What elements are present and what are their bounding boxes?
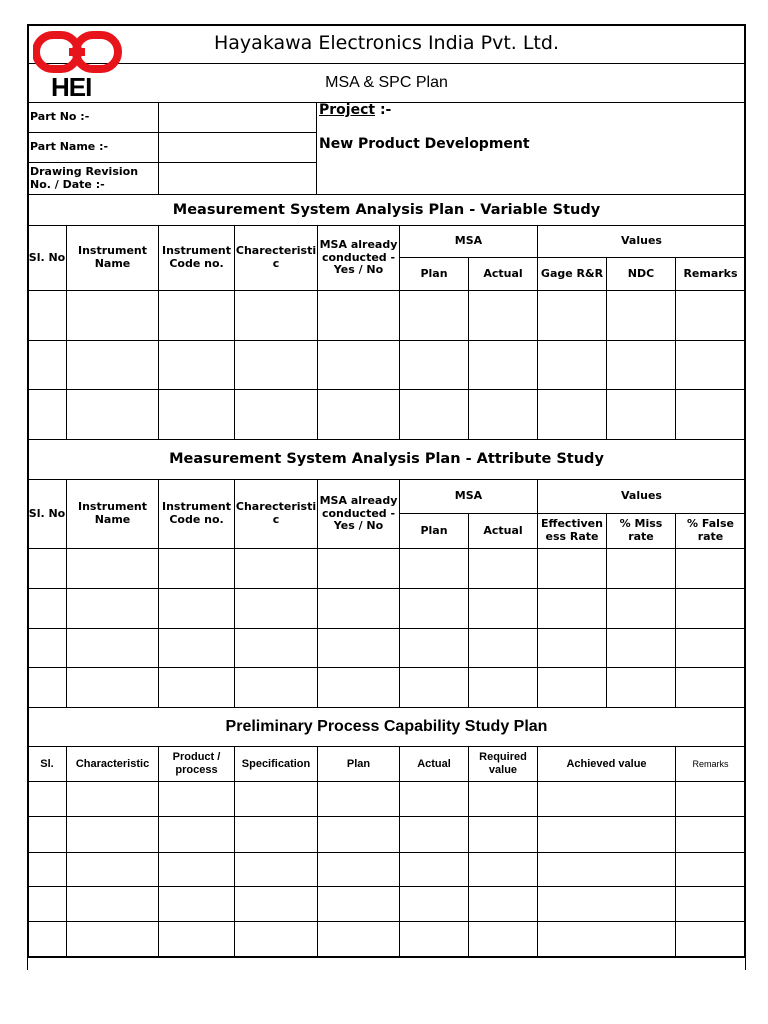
table-cell[interactable] [675,667,746,708]
table-cell[interactable] [158,852,235,887]
capability-study-title: Preliminary Process Capability Study Plan [27,707,746,747]
table-cell[interactable] [468,781,538,817]
table-cell[interactable] [468,921,538,958]
table-cell[interactable] [675,781,746,817]
table-cell[interactable] [158,290,235,341]
col-instrument-code: Instrument Code no. [158,479,235,549]
company-name: Hayakawa Electronics India Pvt. Ltd. [27,24,746,64]
logo-rings-icon [33,30,123,76]
table-cell[interactable] [675,921,746,958]
col-msa-conducted: MSA already conducted - Yes / No [317,479,400,549]
table-cell[interactable] [537,340,607,390]
table-cell[interactable] [317,548,400,589]
table-cell[interactable] [468,290,538,341]
table-cell[interactable] [399,548,469,589]
table-cell[interactable] [27,852,67,887]
table-cell[interactable] [317,667,400,708]
col-remarks: Remarks [675,257,746,291]
table-cell[interactable] [158,921,235,958]
col-remarks: Remarks [675,746,746,782]
table-cell[interactable] [468,340,538,390]
table-cell[interactable] [399,389,469,440]
table-cell[interactable] [399,816,469,853]
table-cell[interactable] [606,340,676,390]
variable-study-title: Measurement System Analysis Plan - Variable Study [27,194,746,226]
form-edge-left [27,958,28,970]
table-cell[interactable] [675,548,746,589]
table-cell[interactable] [234,548,318,589]
table-cell[interactable] [399,921,469,958]
table-cell[interactable] [234,588,318,629]
table-cell[interactable] [537,389,607,440]
table-cell[interactable] [606,588,676,629]
table-cell[interactable] [234,290,318,341]
table-cell[interactable] [27,548,67,589]
table-cell[interactable] [606,667,676,708]
col-product-process: Product / process [158,746,235,782]
project-value: New Product Development [319,136,530,152]
table-cell[interactable] [399,628,469,668]
table-cell[interactable] [468,816,538,853]
table-cell[interactable] [537,588,607,629]
table-cell[interactable] [675,628,746,668]
table-cell[interactable] [317,340,400,390]
attribute-study-title: Measurement System Analysis Plan - Attribute Study [27,439,746,480]
table-cell[interactable] [66,340,159,390]
table-cell[interactable] [317,816,400,853]
table-cell[interactable] [66,781,159,817]
table-cell[interactable] [234,816,318,853]
table-cell[interactable] [537,816,676,853]
table-cell[interactable] [468,548,538,589]
col-characteristic: Charecteristi c [234,225,318,291]
table-cell[interactable] [27,816,67,853]
table-cell[interactable] [66,389,159,440]
table-cell[interactable] [606,389,676,440]
col-msa-conducted: MSA already conducted - Yes / No [317,225,400,291]
col-achieved-value: Achieved value [537,746,676,782]
table-cell[interactable] [675,816,746,853]
table-cell[interactable] [158,886,235,922]
table-cell[interactable] [158,340,235,390]
col-characteristic: Charecteristi c [234,479,318,549]
table-cell[interactable] [158,781,235,817]
table-cell[interactable] [675,389,746,440]
col-sl-no: Sl. No [27,479,67,549]
part-no-label: Part No :- [27,102,159,133]
table-cell[interactable] [537,667,607,708]
table-cell[interactable] [399,886,469,922]
col-miss-rate: % Miss rate [606,513,676,549]
table-cell[interactable] [66,548,159,589]
table-cell[interactable] [537,781,676,817]
table-cell[interactable] [317,921,400,958]
table-cell[interactable] [675,886,746,922]
table-cell[interactable] [399,588,469,629]
table-cell[interactable] [27,781,67,817]
col-values-group: Values [537,479,746,514]
table-cell[interactable] [468,588,538,629]
table-cell[interactable] [234,667,318,708]
table-cell[interactable] [317,588,400,629]
table-cell[interactable] [537,886,676,922]
table-cell[interactable] [317,628,400,668]
col-actual: Actual [468,513,538,549]
col-specification: Specification [234,746,318,782]
table-cell[interactable] [234,921,318,958]
table-cell[interactable] [468,667,538,708]
table-cell[interactable] [606,628,676,668]
table-cell[interactable] [66,628,159,668]
table-cell[interactable] [317,290,400,341]
table-cell[interactable] [234,628,318,668]
logo-text: HEI [51,72,92,102]
table-cell[interactable] [399,781,469,817]
table-cell[interactable] [537,852,676,887]
table-cell[interactable] [317,852,400,887]
hei-logo [29,26,149,100]
table-cell[interactable] [66,816,159,853]
table-cell[interactable] [27,588,67,629]
table-cell[interactable] [27,628,67,668]
part-name-label: Part Name :- [27,132,159,163]
col-effectiveness-rate: Effectiven ess Rate [537,513,607,549]
table-cell[interactable] [234,389,318,440]
table-cell[interactable] [234,886,318,922]
table-cell[interactable] [158,548,235,589]
table-cell[interactable] [66,290,159,341]
table-cell[interactable] [27,340,67,390]
table-cell[interactable] [399,852,469,887]
part-name-field[interactable] [158,132,317,163]
table-cell[interactable] [468,389,538,440]
table-cell[interactable] [158,588,235,629]
msa-spc-plan-form [27,24,746,970]
document-title: MSA & SPC Plan [27,63,746,103]
table-cell[interactable] [675,852,746,887]
col-instrument-name: Instrument Name [66,479,159,549]
project-label: Project :- [319,102,392,118]
table-cell[interactable] [234,781,318,817]
table-cell[interactable] [66,852,159,887]
drawing-revision-field[interactable] [158,162,317,195]
table-cell[interactable] [675,340,746,390]
table-cell[interactable] [606,290,676,341]
table-cell[interactable] [606,548,676,589]
part-no-field[interactable] [158,102,317,133]
table-cell[interactable] [27,921,67,958]
table-cell[interactable] [27,886,67,922]
table-cell[interactable] [66,921,159,958]
col-false-rate: % False rate [675,513,746,549]
col-msa-group: MSA [399,479,538,514]
table-cell[interactable] [158,389,235,440]
table-cell[interactable] [468,852,538,887]
table-cell[interactable] [468,886,538,922]
table-cell[interactable] [234,340,318,390]
table-cell[interactable] [234,852,318,887]
table-cell[interactable] [399,667,469,708]
col-sl: Sl. [27,746,67,782]
col-values-group: Values [537,225,746,258]
table-cell[interactable] [317,886,400,922]
table-cell[interactable] [537,921,676,958]
col-required-value: Required value [468,746,538,782]
col-gage-rr: Gage R&R [537,257,607,291]
table-cell[interactable] [537,290,607,341]
table-cell[interactable] [399,290,469,341]
table-cell[interactable] [158,816,235,853]
table-cell[interactable] [537,548,607,589]
col-sl-no: Sl. No [27,225,67,291]
table-cell[interactable] [317,781,400,817]
col-characteristic: Characteristic [66,746,159,782]
table-cell[interactable] [468,628,538,668]
table-cell[interactable] [66,667,159,708]
table-cell[interactable] [66,886,159,922]
table-cell[interactable] [27,667,67,708]
table-cell[interactable] [317,389,400,440]
form-edge-right [745,958,746,970]
table-cell[interactable] [158,667,235,708]
col-plan: Plan [399,513,469,549]
table-cell[interactable] [27,290,67,341]
table-cell[interactable] [158,628,235,668]
table-cell[interactable] [675,290,746,341]
col-instrument-code: Instrument Code no. [158,225,235,291]
col-plan: Plan [399,257,469,291]
col-actual: Actual [399,746,469,782]
col-ndc: NDC [606,257,676,291]
table-cell[interactable] [675,588,746,629]
col-actual: Actual [468,257,538,291]
drawing-revision-label: Drawing Revision No. / Date :- [27,162,159,195]
table-cell[interactable] [27,389,67,440]
col-plan: Plan [317,746,400,782]
col-msa-group: MSA [399,225,538,258]
table-cell[interactable] [537,628,607,668]
col-instrument-name: Instrument Name [66,225,159,291]
table-cell[interactable] [66,588,159,629]
table-cell[interactable] [399,340,469,390]
